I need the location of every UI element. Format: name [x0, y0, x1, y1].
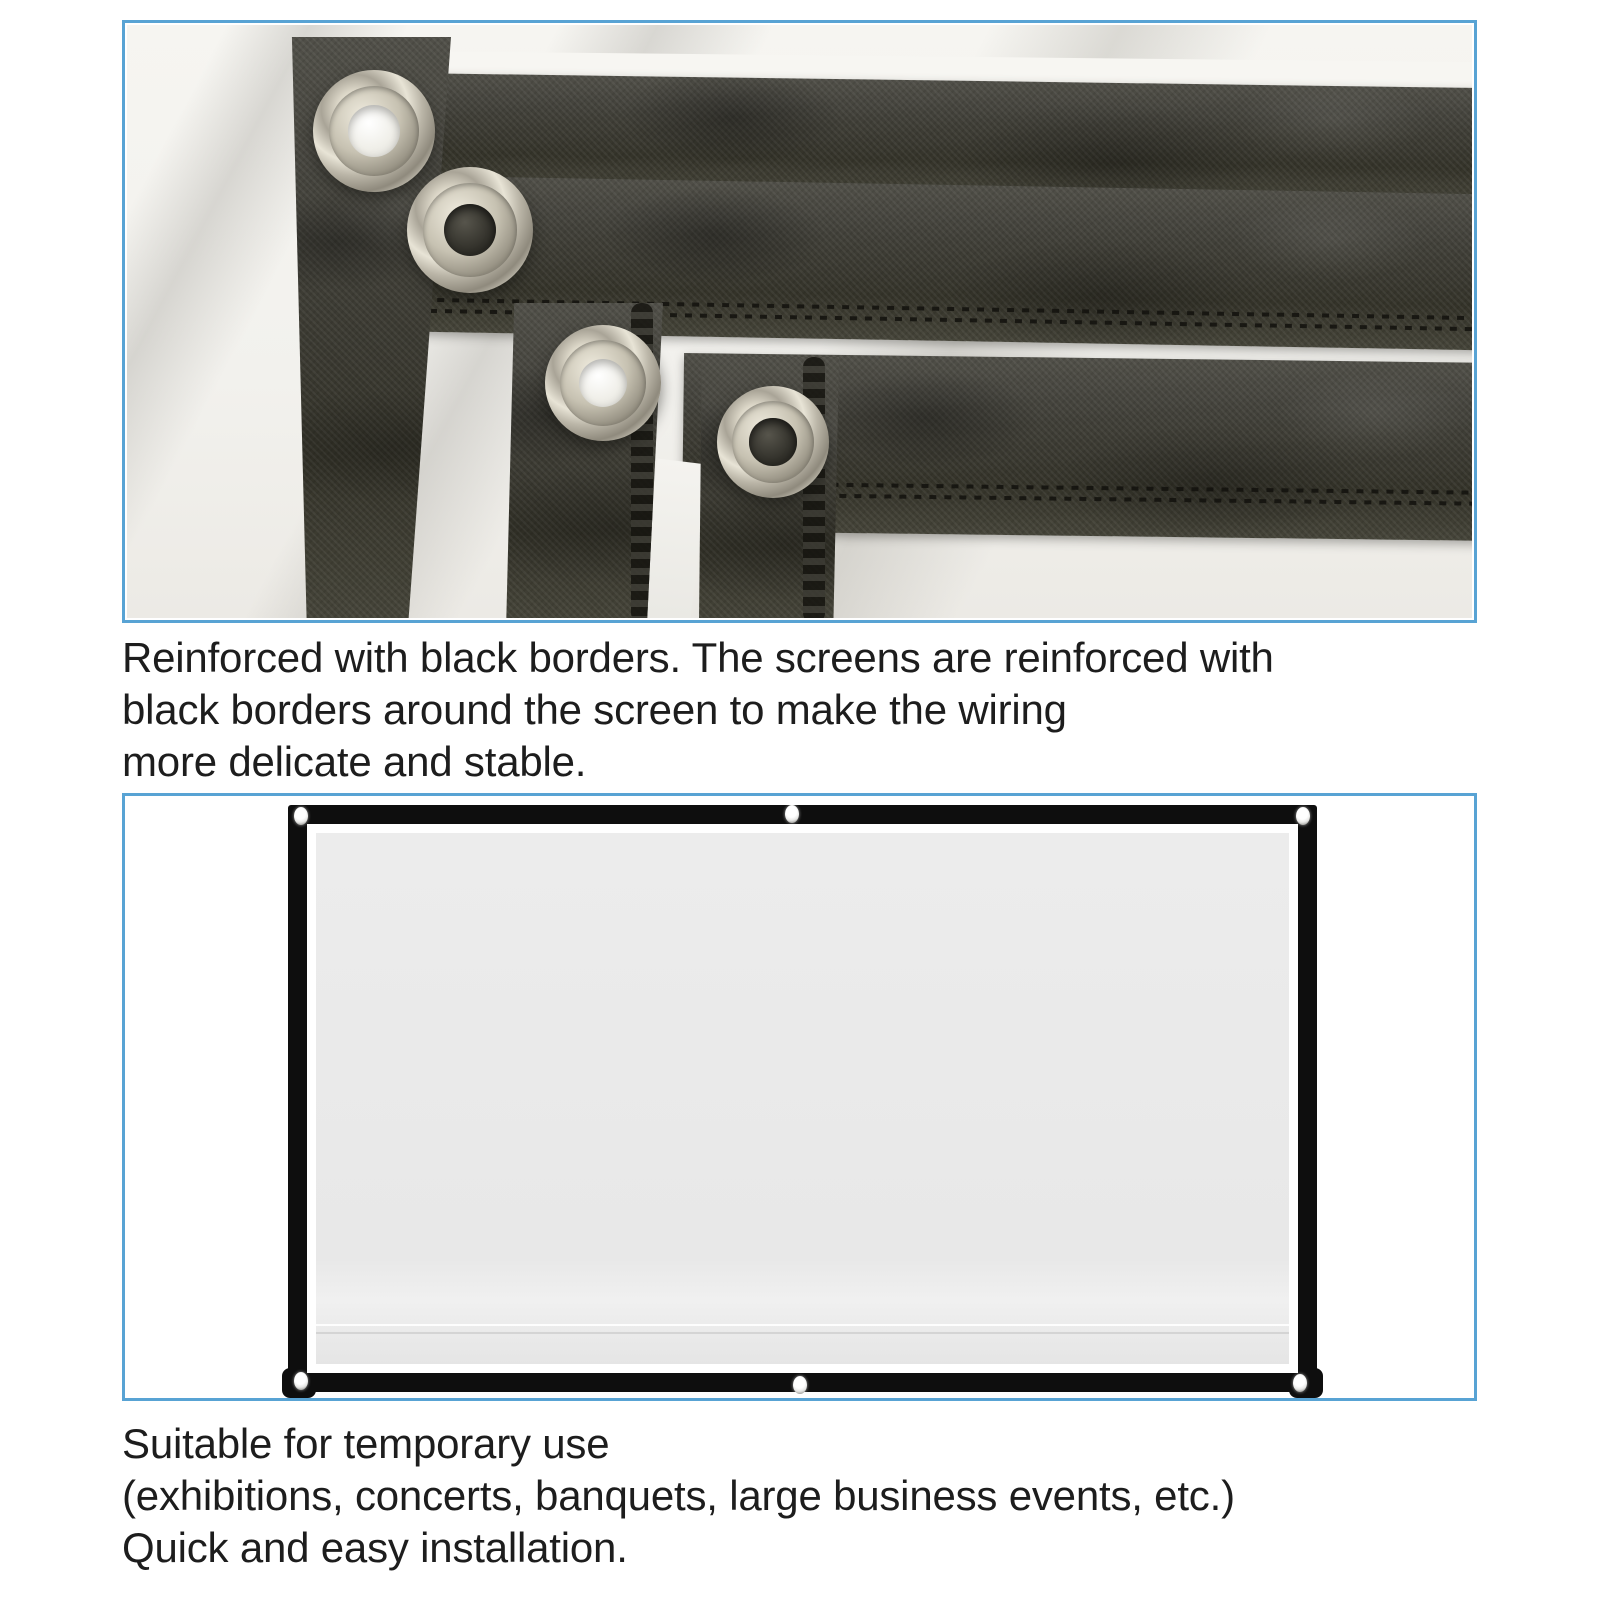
- screen-grommet-bottom-left: [294, 1372, 308, 1390]
- projection-screen-diagram: [288, 805, 1317, 1392]
- caption-line: more delicate and stable.: [122, 738, 587, 785]
- grommet-hole: [348, 105, 399, 156]
- caption-line: Reinforced with black borders. The screens are reinforced with: [122, 634, 1274, 681]
- grommet-hole: [579, 359, 628, 408]
- caption-line: Suitable for temporary use: [122, 1420, 610, 1467]
- caption-reinforced: [122, 632, 1274, 788]
- screen-grommet-top-right: [1296, 807, 1310, 825]
- grommet-1: [313, 70, 435, 192]
- grommet-photo: [127, 25, 1472, 618]
- caption-suitable: [122, 1418, 1235, 1574]
- grommet-hole: [444, 204, 497, 257]
- grommet-3: [545, 325, 661, 441]
- screen-grommet-bottom-middle: [793, 1376, 807, 1394]
- diagram-panel: [122, 793, 1477, 1401]
- screen-grommet-top-left: [294, 807, 308, 825]
- grommet-4: [717, 386, 829, 498]
- photo-panel: [122, 20, 1477, 623]
- screen-grommet-bottom-right: [1293, 1374, 1307, 1392]
- grommet-2: [407, 167, 533, 293]
- caption-line: Quick and easy installation.: [122, 1524, 628, 1571]
- caption-line: (exhibitions, concerts, banquets, large business events, etc.): [122, 1472, 1235, 1519]
- grommet-hole: [749, 418, 796, 465]
- caption-line: black borders around the screen to make the wiring: [122, 686, 1067, 733]
- screen-grommet-top-middle: [785, 805, 799, 823]
- screen-surface: [316, 833, 1289, 1364]
